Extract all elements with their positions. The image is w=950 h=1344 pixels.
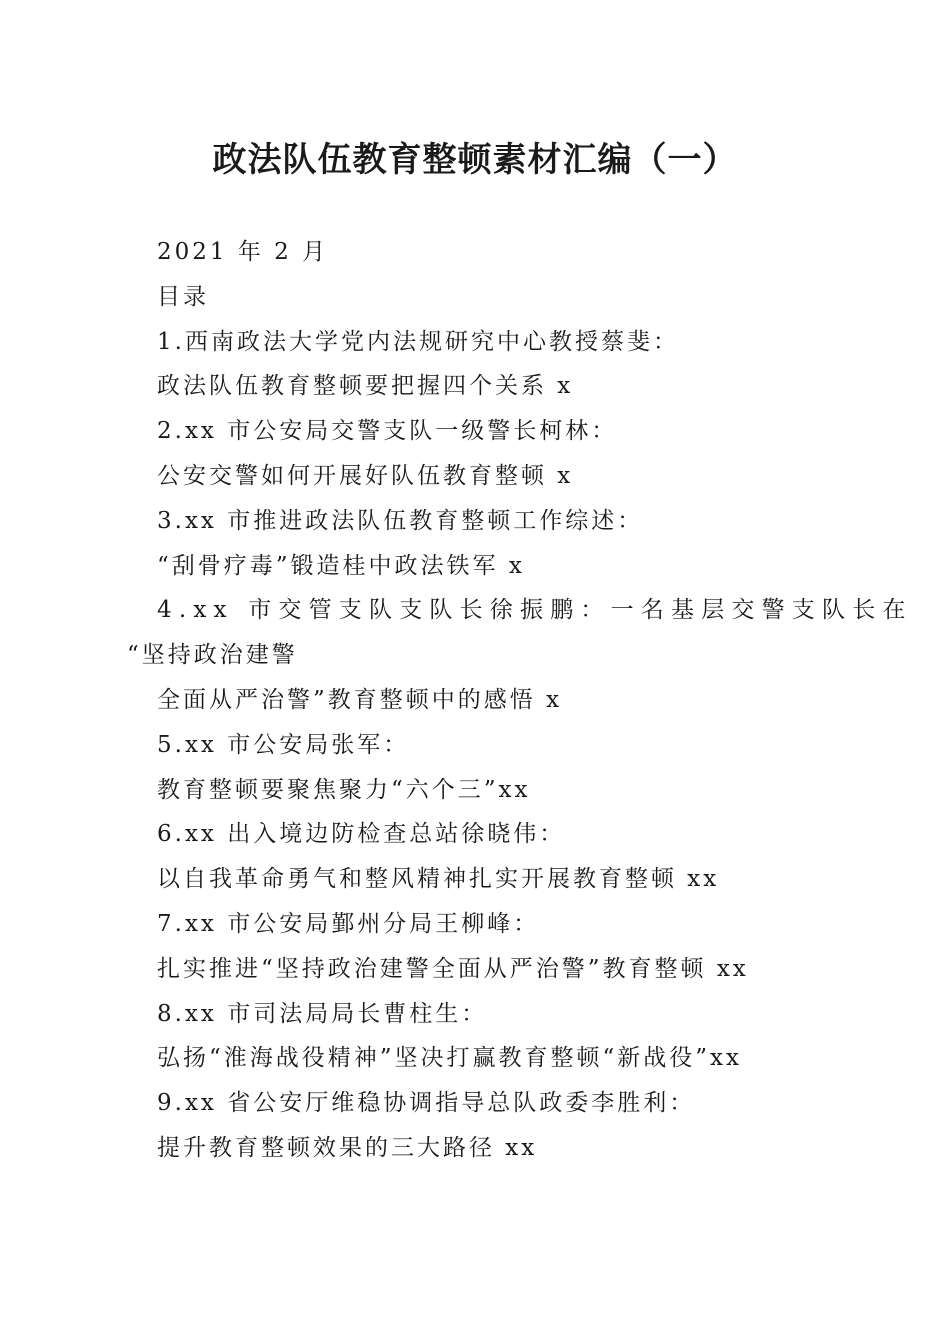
document-body	[127, 230, 913, 1171]
toc-entry-6-author: 6.xx 出入境边防检查总站徐晓伟：	[157, 821, 566, 848]
toc-entry-2-title: 公安交警如何开展好队伍教育整顿 x	[157, 462, 574, 489]
toc-entry-9-author: 9.xx 省公安厅维稳协调指导总队政委李胜利：	[157, 1090, 696, 1117]
toc-entry-3-title: “刮骨疗毒”锻造桂中政法铁军 x	[157, 552, 525, 579]
toc-entry-4-title: 全面从严治警”教育整顿中的感悟 x	[157, 686, 563, 713]
toc-entry-4-author-line1: 4.xx 市交管支队支队长徐振鹏：一名基层交警支队长在	[157, 597, 913, 624]
toc-entry-8-title: 弘扬“淮海战役精神”坚决打赢教育整顿“新战役”xx	[157, 1045, 742, 1072]
toc-entry-4-author	[127, 588, 913, 678]
toc-entry-5-author: 5.xx 市公安局张军：	[157, 731, 410, 758]
toc-entry-6-title: 以自我革命勇气和整风精神扎实开展教育整顿 xx	[157, 866, 720, 893]
document-date: 2021 年 2 月	[157, 239, 329, 265]
toc-entry-9-title: 提升教育整顿效果的三大路径 xx	[157, 1134, 538, 1161]
toc-entry-7-author: 7.xx 市公安局鄞州分局王柳峰：	[157, 910, 540, 937]
document-title: 政法队伍教育整顿素材汇编（一）	[212, 140, 738, 180]
toc-entry-7-title: 扎实推进“坚持政治建警全面从严治警”教育整顿 xx	[157, 955, 749, 982]
toc-entry-1-title: 政法队伍教育整顿要把握四个关系 x	[157, 373, 574, 400]
toc-entry-1-author: 1.西南政法大学党内法规研究中心教授蔡斐：	[157, 328, 679, 355]
toc-entry-3-author: 3.xx 市推进政法队伍教育整顿工作综述：	[157, 507, 644, 534]
toc-entry-5-title: 教育整顿要聚焦聚力“六个三”xx	[157, 776, 531, 803]
toc-entry-2-author: 2.xx 市公安局交警支队一级警长柯林：	[157, 418, 618, 445]
toc-heading: 目录	[157, 283, 209, 310]
toc-entry-4-author-line2: “坚持政治建警	[127, 642, 298, 669]
toc-entry-8-author: 8.xx 市司法局局长曹柱生：	[157, 1000, 488, 1027]
